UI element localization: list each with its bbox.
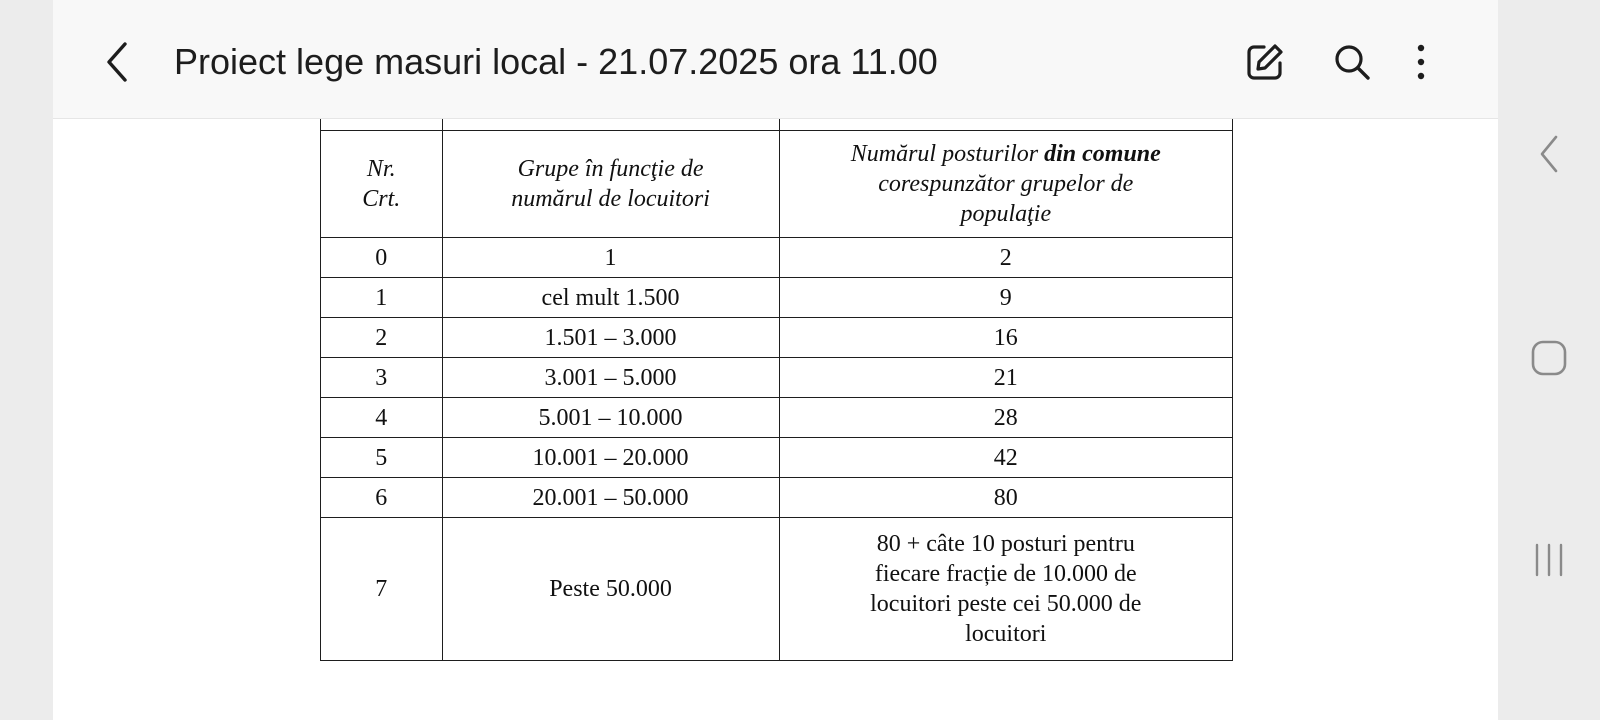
- table-row: [321, 478, 1233, 518]
- nav-home-button[interactable]: [1516, 328, 1582, 388]
- cell-text: locuitori peste cei 50.000 de: [870, 591, 1142, 617]
- chevron-left-icon: [103, 40, 131, 84]
- search-button[interactable]: [1328, 38, 1376, 86]
- table-row: [321, 438, 1233, 478]
- table-row: [321, 518, 1233, 661]
- table-cell-nr: 2: [321, 318, 443, 358]
- table-row: [321, 278, 1233, 318]
- cell-text: fiecare fracție de 10.000 de: [874, 561, 1137, 587]
- table-cell-posts: 9: [779, 278, 1232, 318]
- document-viewer: [53, 0, 1498, 720]
- edit-icon: [1244, 41, 1286, 83]
- more-vertical-icon: [1415, 41, 1427, 83]
- posts-table: [320, 106, 1233, 661]
- table-cell: 2: [779, 238, 1232, 278]
- table-cell-group: 1.501 – 3.000: [442, 318, 779, 358]
- document-page[interactable]: [53, 118, 1498, 720]
- nav-recents-button[interactable]: [1516, 530, 1582, 590]
- table-cell-posts: [779, 518, 1232, 661]
- table-header-row: [321, 131, 1233, 238]
- nav-back-button[interactable]: [1516, 124, 1582, 184]
- table-cell-posts: 21: [779, 358, 1232, 398]
- document-title: Proiect lege masuri local - 21.07.2025 ora 11.00: [174, 41, 938, 82]
- cell-text: 80 + câte 10 posturi pentru: [876, 531, 1135, 557]
- table-cell-group: 10.001 – 20.000: [442, 438, 779, 478]
- header-bold-text: din comune: [1044, 141, 1161, 167]
- header-text: populaţie: [960, 201, 1052, 227]
- header-text: Grupe în funcţie de: [517, 156, 704, 182]
- table-cell-group: cel mult 1.500: [442, 278, 779, 318]
- back-button[interactable]: [97, 38, 137, 86]
- header-text: Numărul posturilor: [850, 141, 1045, 167]
- header-text: Crt.: [362, 186, 401, 212]
- header-text: numărul de locuitori: [511, 186, 710, 212]
- table-cell-posts: 80: [779, 478, 1232, 518]
- table-cell-group: 5.001 – 10.000: [442, 398, 779, 438]
- table-row: [321, 318, 1233, 358]
- table-cell: 1: [442, 238, 779, 278]
- top-toolbar: [53, 0, 1498, 119]
- cell-text: locuitori: [965, 621, 1047, 647]
- header-nr-crt: [321, 131, 443, 238]
- table-cell-nr: 3: [321, 358, 443, 398]
- home-icon: [1530, 339, 1568, 377]
- table-cell-nr: 5: [321, 438, 443, 478]
- header-text: Nr.: [366, 156, 396, 182]
- table-index-row: [321, 238, 1233, 278]
- table-cell-group: Peste 50.000: [442, 518, 779, 661]
- table-cell-posts: 16: [779, 318, 1232, 358]
- table-cell: 0: [321, 238, 443, 278]
- header-group: [442, 131, 779, 238]
- table-cell-nr: 7: [321, 518, 443, 661]
- recents-icon: [1532, 543, 1566, 577]
- table-cell-group: 3.001 – 5.000: [442, 358, 779, 398]
- chevron-left-icon: [1537, 134, 1561, 174]
- system-navigation-bar: [1498, 0, 1600, 720]
- more-options-button[interactable]: [1403, 38, 1439, 86]
- table-cell-posts: 28: [779, 398, 1232, 438]
- table-cell-nr: 6: [321, 478, 443, 518]
- table-cell-posts: 42: [779, 438, 1232, 478]
- table-cell-nr: 1: [321, 278, 443, 318]
- header-text: corespunzător grupelor de: [878, 171, 1134, 197]
- edit-button[interactable]: [1241, 38, 1289, 86]
- table-row: [321, 358, 1233, 398]
- header-posts: [779, 131, 1232, 238]
- search-icon: [1331, 41, 1373, 83]
- table-cell-group: 20.001 – 50.000: [442, 478, 779, 518]
- table-cell-nr: 4: [321, 398, 443, 438]
- table-row: [321, 398, 1233, 438]
